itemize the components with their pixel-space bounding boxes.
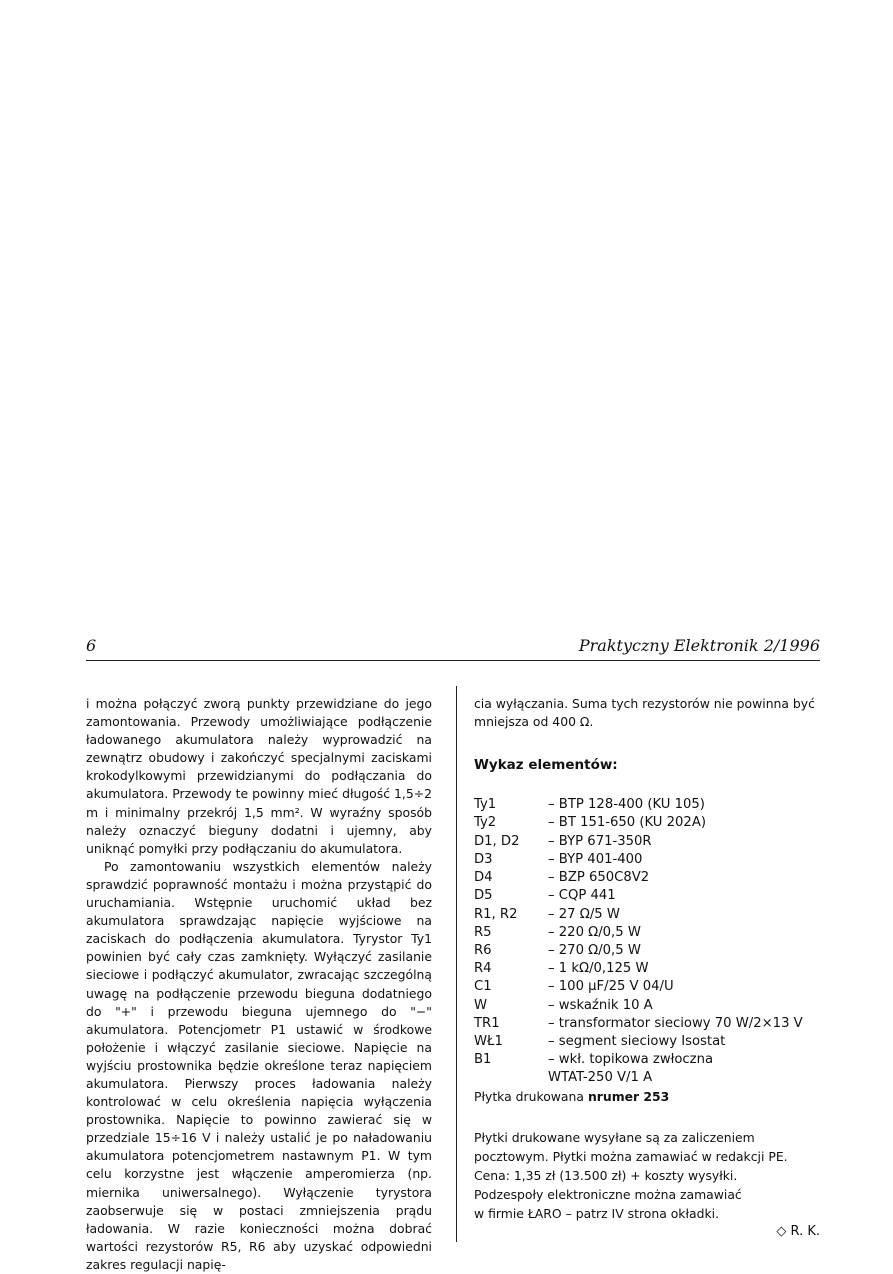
part-ref: R5 <box>474 924 492 940</box>
part-desc: – BTP 128-400 (KU 105) <box>548 797 705 813</box>
right-column <box>474 695 820 1223</box>
parts-list <box>474 796 820 1087</box>
part-ref: R4 <box>474 961 492 977</box>
part-desc: WTAT-250 V/1 A <box>548 1070 653 1086</box>
left-column <box>86 695 432 1274</box>
part-ref: D4 <box>474 870 493 886</box>
list-item <box>474 869 820 887</box>
list-item <box>474 1015 820 1033</box>
author-signature: ◇ R. K. <box>776 1224 820 1239</box>
page-number: 6 <box>86 636 97 655</box>
continuation-text: cia wyłączania. Suma tych rezystorów nie powinna być mniejsza od 400 Ω. <box>474 696 815 730</box>
part-desc: – BZP 650C8V2 <box>548 870 650 886</box>
part-desc: – CQP 441 <box>548 888 616 904</box>
part-ref: TR1 <box>474 1015 500 1031</box>
column-divider <box>456 686 457 1242</box>
part-desc: – wskaźnik 10 A <box>548 997 653 1013</box>
part-desc: – segment sieciowy Isostat <box>548 1033 726 1049</box>
part-desc: – BYP 671-350R <box>548 833 652 849</box>
paragraph: i można połączyć zworą punkty przewidziane do jego zamontowania. Przewody umożliwiające podłączenie ładowanego akumulatora należy wyprowadzić na zewnątrz obudowy i zakończyć specjalnymi zaciskami krokodylkowymi przewidzianymi do podłączania do akumulatora. Przewody te powinny mieć długość 1,5÷2 m i minimalny przekrój 1,5 mm². W wyraźny sposób należy oznaczyć bieguny dodatni i ujemny, aby uniknąć pomyłki przy podłączaniu do akumulatora. <box>86 696 432 856</box>
part-desc: – BT 151-650 (KU 202A) <box>548 815 706 831</box>
list-item <box>474 1069 820 1087</box>
list-item <box>474 906 820 924</box>
part-ref: R6 <box>474 942 492 958</box>
journal-title: Praktyczny Elektronik 2/1996 <box>578 636 820 655</box>
part-ref: D1, D2 <box>474 833 520 849</box>
page-header <box>86 636 820 658</box>
list-item <box>474 960 820 978</box>
list-item <box>474 978 820 996</box>
part-desc: – 100 μF/25 V 04/U <box>548 979 674 995</box>
paragraph: Po zamontowaniu wszystkich elementów należy sprawdzić poprawność montażu i można przystąpić do uruchamiania. Wstępnie uruchomić układ bez akumulatora sprawdzając napięcie wyjściowe na zaciskach do podłączenia akumulatora. Tyrystor Ty1 powinien być cały czas zamknięty. Wyłączyć zasilanie sieciowe i podłączyć akumulator, zwracając szczególną uwagę na podłączenie przewodu bieguna dodatniego do "+" i przewodu bieguna ujemnego do "−" akumulatora. Potencjometr P1 ustawić w środkowe położenie i włączyć zasilanie sieciowe. Napięcie na wyjściu prostownika będzie określone teraz napięciem akumulatora. Pierwszy proces ładowania należy kontrolować w celu określenia napięcia wyłączenia prostownika. Napięcie to powinno zawierać się w przedziale 15÷16 V i należy ustalić je po naładowaniu akumulatora potencjometrem nastawnym P1. W tym celu korzystne jest włączenie amperomierza (np. miernika uniwersalnego). Wyłączenie tyrystora zaobserwuje się w postaci zmniejszenia prądu ładowania. W razie konieczności można dobrać wartości rezystorów R5, R6 aby uzyskać odpowiedni zakres regulacji napię- <box>86 858 432 1272</box>
list-item <box>474 942 820 960</box>
list-item <box>474 1033 820 1051</box>
list-item <box>474 887 820 905</box>
board-label: Płytka drukowana <box>474 1088 584 1104</box>
list-item <box>474 796 820 814</box>
ordering-line: Podzespoły elektroniczne można zamawiać <box>474 1186 742 1202</box>
list-item <box>474 851 820 869</box>
list-item <box>474 833 820 851</box>
part-desc: – BYP 401-400 <box>548 851 643 867</box>
ordering-line: w firmie ŁARO – patrz IV strona okładki. <box>474 1205 720 1221</box>
part-ref: B1 <box>474 1052 492 1068</box>
part-ref: Ty1 <box>474 797 497 813</box>
ordering-line: Płytki drukowane wysyłane są za zaliczeniem <box>474 1129 755 1145</box>
part-ref: D3 <box>474 851 493 867</box>
list-item <box>474 814 820 832</box>
part-desc: – 27 Ω/5 W <box>548 906 620 922</box>
part-ref: W <box>474 997 488 1013</box>
list-item <box>474 1051 820 1069</box>
part-ref: Ty2 <box>474 815 497 831</box>
part-ref <box>474 1069 548 1087</box>
part-ref: WŁ1 <box>474 1033 503 1049</box>
board-number: nrumer 253 <box>587 1088 670 1104</box>
ordering-info <box>474 1128 820 1223</box>
board-line <box>474 1088 820 1106</box>
part-desc: – 270 Ω/0,5 W <box>548 942 641 958</box>
parts-list-title: Wykaz elementów: <box>474 757 618 774</box>
ordering-line: Cena: 1,35 zł (13.500 zł) + koszty wysyłki. <box>474 1167 738 1183</box>
header-rule <box>86 660 820 661</box>
list-item <box>474 924 820 942</box>
part-desc: – wkł. topikowa zwłoczna <box>548 1052 714 1068</box>
part-desc: – transformator sieciowy 70 W/2×13 V <box>548 1015 803 1031</box>
ordering-line: pocztowym. Płytki można zamawiać w redakcji PE. <box>474 1148 788 1164</box>
part-desc: – 220 Ω/0,5 W <box>548 924 641 940</box>
part-desc: – 1 kΩ/0,125 W <box>548 961 649 977</box>
list-item <box>474 997 820 1015</box>
part-ref: R1, R2 <box>474 906 518 922</box>
part-ref: D5 <box>474 888 493 904</box>
part-ref: C1 <box>474 979 492 995</box>
